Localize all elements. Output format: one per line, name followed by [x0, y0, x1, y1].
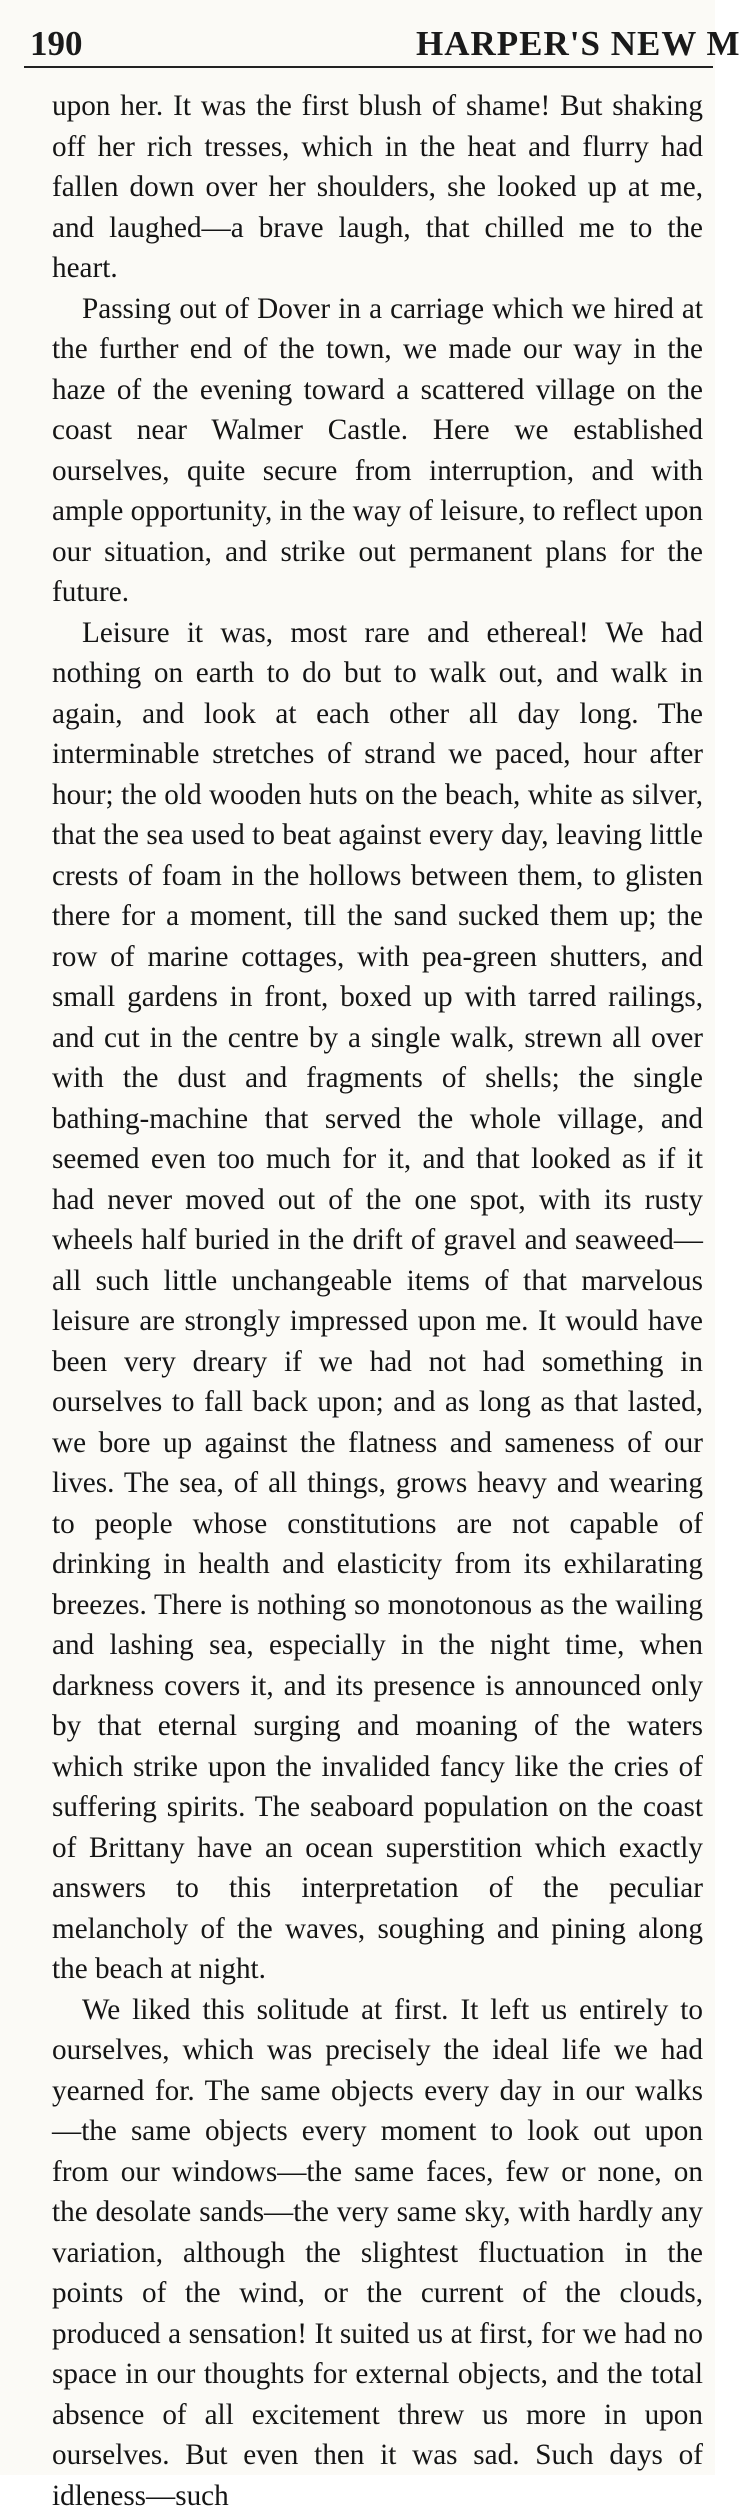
paragraph-leisure: Leisure it was, most rare and ethereal! We had nothing on earth to do but to walk out, and walk in again, and look at each other all day long. The interminable stretches of strand we paced, hour after hour; the old wooden huts on the beach, white as silver, that the sea used to beat against every day, leaving little crests of foam in the hollows between them, to glisten there for a moment, till the sand sucked them up; the row of marine cottages, with pea-green shutters, and small gardens in front, boxed up with tarred railings, and cut in the centre by a single walk, strewn all over with the dust and fragments of shells; the single bathing-machine that served the whole village, and seemed even too much for it, and that looked as if it had never moved out of the one spot, with its rusty wheels half buried in the drift of gravel and seaweed—all such little unchangeable items of that marvelous leisure are strongly impressed upon me. It would have been very dreary if we had not had something in ourselves to fall back upon; and as long as that lasted, we bore up against the flatness and sameness of our lives. The sea, of all things, grows heavy and wearing to people whose constitutions are not capable of drinking in health and elasticity from its exhilarating breezes. There is nothing so monotonous as the wailing and lashing sea, especially in the night time, when darkness covers it, and its presence is announced only by that eternal surging and moaning of the waters which strike upon the invalided fancy like the cries of suffering spirits. The seaboard population on the coast of Brittany have an ocean superstition which exactly answers to this interpretation of the peculiar melancholy of the waves, soughing and pining along the beach at night. [52, 613, 703, 1990]
paragraph-dover: Passing out of Dover in a carriage which we hired at the further end of the town, we made our way in the haze of the evening toward a scattered village on the coast near Walmer Castle. Here we established ourselves, quite secure from interruption, and with ample opportunity, in the way of leisure, to reflect upon our situation, and strike out permanent plans for the future. [52, 289, 703, 613]
paragraph-continued: upon her. It was the first blush of shame! But shaking off her rich tresses, which in the heat and flurry had fallen down over her shoulders, she looked up at me, and laughed—a brave laugh, that chilled me to the heart. [52, 86, 703, 289]
text-column [52, 86, 703, 2466]
running-header [24, 14, 715, 74]
page-number: 190 [30, 24, 83, 64]
running-title: HARPER'S NEW M [416, 24, 741, 64]
header-rule [24, 66, 713, 68]
paragraph-solitude: We liked this solitude at first. It left us entirely to ourselves, which was precisely the ideal life we had yearned for. The same objects every day in our walks—the same objects every moment to look out upon from our windows—the same faces, few or none, on the desolate sands—the very same sky, with hardly any variation, although the slightest fluctuation in the points of the wind, or the current of the clouds, produced a sensation! It suited us at first, for we had no space in our thoughts for external objects, and the total absence of all excitement threw us more in upon ourselves. But even then it was sad. Such days of idleness—such [52, 1990, 703, 2516]
